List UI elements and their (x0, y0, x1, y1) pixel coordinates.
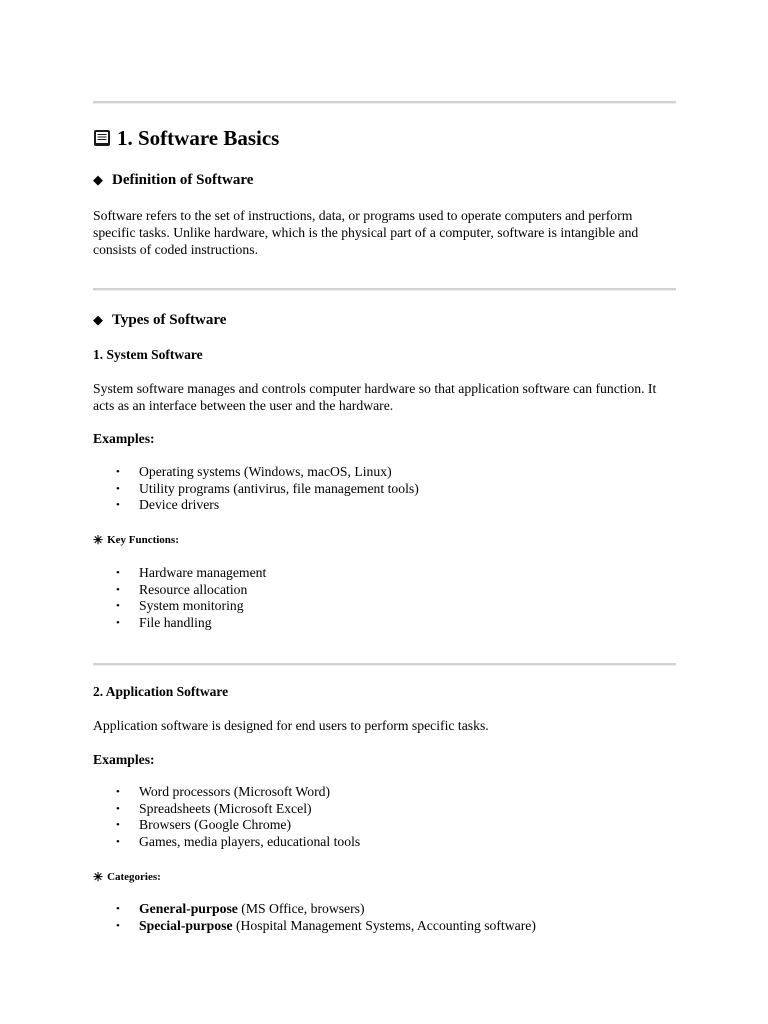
horizontal-rule (93, 663, 676, 666)
system-examples-list (93, 464, 419, 514)
list-item: • Word processors (Microsoft Word) (116, 784, 331, 799)
list-item: • Device drivers (116, 497, 220, 513)
bullet-icon: • (116, 616, 120, 629)
application-software-heading: 2. Application Software (93, 684, 229, 699)
list-item: • Utility programs (antivirus, file management tools) (116, 480, 419, 496)
list-item: • System monitoring (116, 598, 244, 614)
bullet-icon: • (116, 835, 120, 848)
list-item (93, 918, 536, 935)
diamond-icon: ◆ (93, 172, 103, 187)
diamond-icon: ◆ (93, 312, 103, 327)
book-icon (93, 129, 111, 147)
types-heading-text: Types of Software (112, 312, 227, 328)
system-examples-label: Examples: (93, 431, 155, 446)
categories-list (93, 901, 536, 934)
bullet-icon: • (116, 819, 120, 832)
system-software-paragraph: System software manages and controls computer hardware so that application software can function. It acts as an interface between the user and the hardware. (93, 381, 657, 413)
category-detail: (MS Office, browsers) (237, 901, 365, 916)
list-item: • Spreadsheets (Microsoft Excel) (116, 800, 312, 816)
list-item: • File handling (116, 614, 212, 630)
definition-heading (93, 170, 253, 190)
definition-heading-text: Definition of Software (112, 172, 254, 188)
page-title-text: 1. Software Basics (117, 126, 280, 150)
category-detail: (Hospital Management Systems, Accounting software) (232, 917, 536, 933)
application-examples-label: Examples: (93, 752, 155, 767)
application-examples-list (93, 784, 360, 850)
page-title (93, 125, 279, 151)
bullet-icon: • (116, 919, 120, 932)
asterisk-icon: ✳ (93, 533, 104, 547)
definition-paragraph: Software refers to the set of instructions, data, or programs used to operate computers and perform specific tasks. Unlike hardware, which is the physical part of a computer, software is intangible and consists of coded instructions. (93, 208, 639, 257)
category-term: General-purpose (139, 901, 238, 916)
bullet-icon: • (116, 903, 120, 915)
list-item: • Operating systems (Windows, macOS, Linux) (116, 464, 392, 479)
bullet-icon: • (116, 567, 120, 579)
list-item: • Hardware management (116, 565, 267, 580)
bullet-icon: • (116, 786, 120, 798)
bullet-icon: • (116, 802, 120, 815)
asterisk-icon: ✳ (93, 870, 104, 884)
horizontal-rule (93, 288, 676, 291)
key-functions-list (93, 565, 266, 631)
list-item: • Browsers (Google Chrome) (116, 817, 292, 833)
application-software-paragraph: Application software is designed for end users to perform specific tasks. (93, 718, 489, 733)
horizontal-rule (93, 101, 676, 104)
types-heading (93, 310, 226, 330)
list-item: • Resource allocation (116, 581, 248, 597)
bullet-icon: • (116, 600, 120, 613)
list-item: • Games, media players, educational tools (116, 833, 361, 849)
bullet-icon: • (116, 499, 120, 512)
key-functions-label: ✳ Key Functions: (93, 533, 179, 547)
list-item (93, 901, 536, 918)
categories-label: ✳ Categories: (93, 870, 161, 884)
bullet-icon: • (116, 466, 120, 478)
system-software-heading: 1. System Software (93, 347, 203, 362)
category-term: Special-purpose (139, 917, 233, 933)
bullet-icon: • (116, 583, 120, 596)
bullet-icon: • (116, 482, 120, 495)
